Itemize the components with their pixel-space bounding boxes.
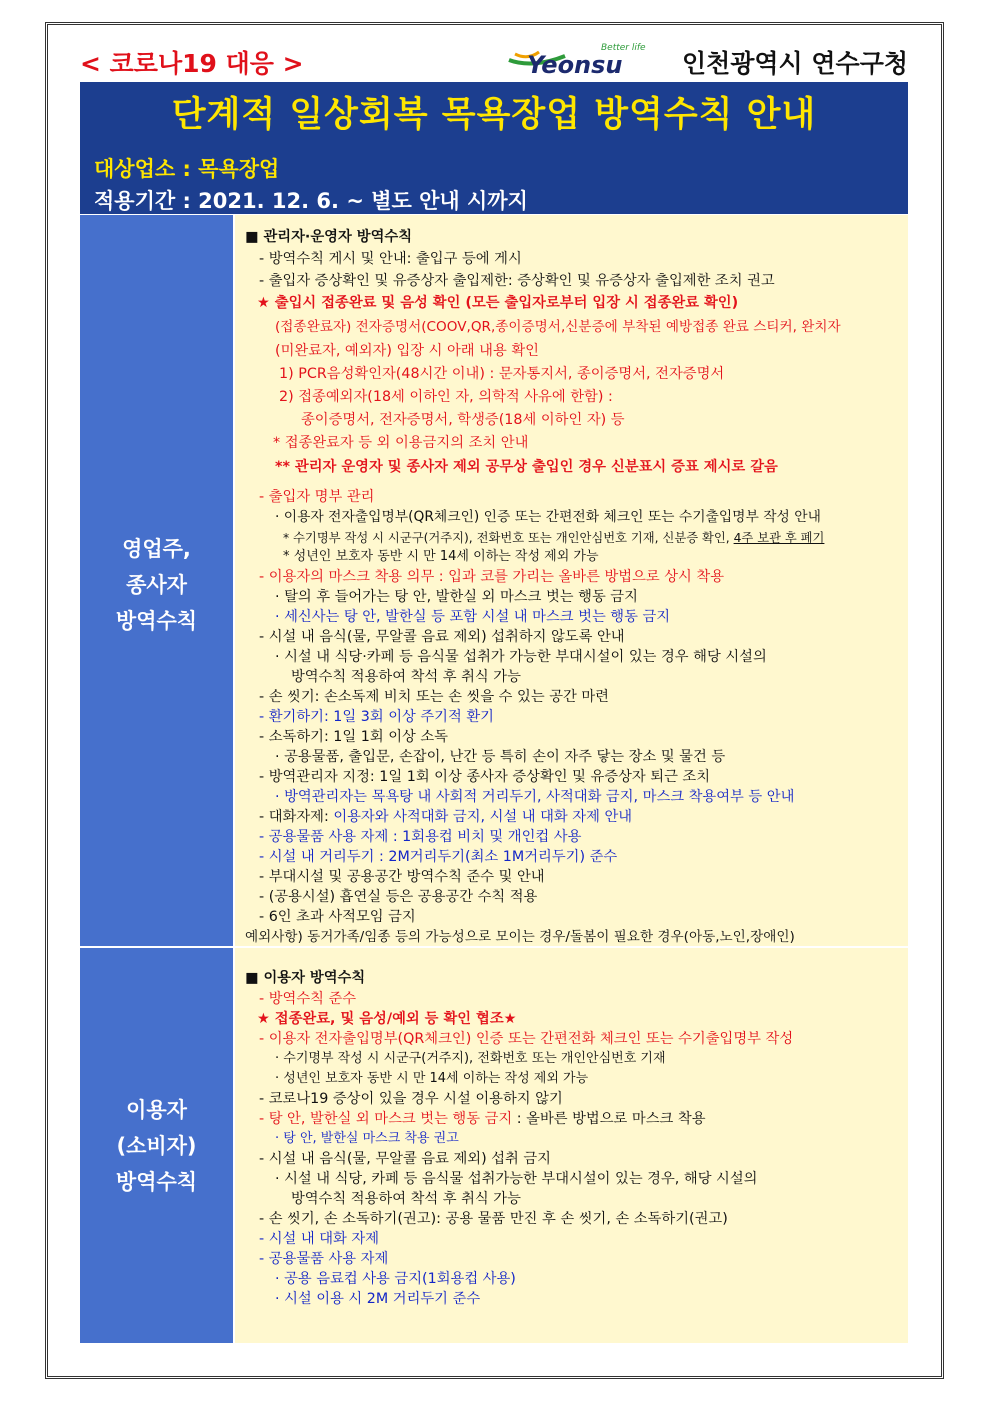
page-title: 단계적 일상회복 목욕장업 방역수칙 안내 bbox=[80, 82, 908, 148]
rule-item: · 세신사는 탕 안, 발한실 등 포함 시설 내 마스크 벗는 행동 금지 bbox=[275, 609, 671, 625]
rule-item bbox=[259, 807, 632, 827]
section-label-line: 방역수칙 bbox=[115, 1170, 198, 1194]
rule-item: · 시설 내 식당, 카페 등 음식물 섭취가능한 부대시설이 있는 경우, 해당 시설의 bbox=[275, 1171, 758, 1187]
rule-item: (접종완료자) 전자증명서(COOV,QR,종이증명서,신분증에 부착된 예방접종 완료 스티커, 완치자 bbox=[275, 319, 841, 335]
target-line bbox=[94, 153, 279, 183]
rule-item: · 시설 이용 시 2M 거리두기 준수 bbox=[275, 1291, 481, 1307]
rule-item: - 손 씻기: 손소독제 비치 또는 손 씻을 수 있는 공간 마련 bbox=[259, 689, 609, 705]
rule-item bbox=[283, 528, 824, 548]
section-label-line: 이용자 bbox=[126, 1098, 187, 1122]
rule-item: 방역수칙 적용하여 착석 후 취식 가능 bbox=[291, 669, 521, 685]
rule-item: 예외사항) 동거가족/임종 등의 가능성으로 모이는 경우/돌봄이 필요한 경우(아동,노인,장애인) bbox=[245, 929, 795, 945]
section-label-line: (소비자) bbox=[116, 1134, 197, 1158]
section-label-line: 영업주, bbox=[122, 537, 191, 561]
rule-item: ★ 접종완료, 및 음성/예외 등 확인 협조★ bbox=[257, 1011, 517, 1027]
yeonsu-logo-icon bbox=[505, 40, 670, 78]
rule-item: · 공용물품, 출입문, 손잡이, 난간 등 특히 손이 자주 닿는 장소 및 물건 등 bbox=[275, 749, 726, 765]
section-user-content bbox=[235, 948, 908, 1343]
rule-item: · 탕 안, 발한실 마스크 착용 권고 bbox=[275, 1131, 459, 1146]
logo-tagline: Better life bbox=[601, 43, 646, 53]
rule-item: · 공용 음료컵 사용 금지(1회용컵 사용) bbox=[275, 1271, 516, 1287]
section-heading: ■ 이용자 방역수칙 bbox=[245, 970, 366, 986]
rule-text: * 수기명부 작성 시 시군구(거주지), 전화번호 또는 개인안심번호 기재, 신분증 확인, bbox=[283, 531, 734, 545]
top-bar bbox=[80, 40, 908, 80]
rule-item: - 출입자 증상확인 및 유증상자 출입제한: 증상확인 및 유증상자 출입제한 조치 권고 bbox=[259, 273, 775, 289]
rule-item: - 환기하기: 1일 3회 이상 주기적 환기 bbox=[259, 709, 494, 725]
rule-text-red: - 탕 안, 발한실 외 마스크 벗는 행동 금지 bbox=[259, 1111, 513, 1127]
rule-item: 방역수칙 적용하여 착석 후 취식 가능 bbox=[291, 1191, 521, 1207]
rule-item bbox=[259, 1109, 706, 1129]
rule-item: * 성년인 보호자 동반 시 만 14세 이하는 작성 제외 가능 bbox=[283, 549, 599, 564]
rule-item: * 접종완료자 등 외 이용금지의 조치 안내 bbox=[273, 435, 529, 451]
section-owner-content bbox=[235, 215, 908, 946]
rule-item: 1) PCR음성확인자(48시간 이내) : 문자통지서, 종이증명서, 전자증명서 bbox=[279, 366, 725, 382]
rule-item: - 방역관리자 지정: 1일 1회 이상 종사자 증상확인 및 유증상자 퇴근 조치 bbox=[259, 769, 711, 785]
rule-item: - 6인 초과 사적모임 금지 bbox=[259, 909, 416, 925]
section-user-label bbox=[80, 948, 233, 1343]
target-label: 대상업소 : bbox=[94, 157, 199, 181]
rule-item: - 방역수칙 준수 bbox=[259, 991, 357, 1007]
period-label: 적용기간 : bbox=[94, 189, 199, 213]
section-label-line: 방역수칙 bbox=[115, 609, 198, 633]
rule-text: : 올바른 방법으로 마스크 착용 bbox=[512, 1111, 706, 1127]
rule-item: - 공용물품 사용 자제 : 1회용컵 비치 및 개인컵 사용 bbox=[259, 829, 582, 845]
rule-item: - 공용물품 사용 자제 bbox=[259, 1251, 389, 1267]
rule-item: - 방역수칙 게시 및 안내: 출입구 등에 게시 bbox=[259, 251, 522, 267]
rule-item: - 시설 내 음식(물, 무알콜 음료 제외) 섭취 금지 bbox=[259, 1151, 551, 1167]
rule-text-blue: 이용자와 사적대화 금지, 시설 내 대화 자제 안내 bbox=[333, 809, 633, 825]
rule-item: · 이용자 전자출입명부(QR체크인) 인증 또는 간편전화 체크인 또는 수기출입명부 작성 안내 bbox=[275, 509, 821, 525]
period-line bbox=[94, 185, 528, 215]
rule-item: 2) 접종예외자(18세 이하인 자, 의학적 사유에 한함) : bbox=[279, 389, 613, 405]
rule-item: (미완료자, 예외자) 입장 시 아래 내용 확인 bbox=[275, 343, 539, 359]
meta-band bbox=[80, 148, 908, 214]
rule-item: - 이용자의 마스크 착용 의무 : 입과 코를 가리는 올바른 방법으로 상시 착용 bbox=[259, 569, 725, 585]
rule-item: - 소독하기: 1일 1회 이상 소독 bbox=[259, 729, 448, 745]
rule-item: - 시설 내 거리두기 : 2M거리두기(최소 1M거리두기) 준수 bbox=[259, 849, 618, 865]
rule-item: · 성년인 보호자 동반 시 만 14세 이하는 작성 제외 가능 bbox=[275, 1071, 589, 1086]
rule-underlined-text: 4주 보관 후 폐기 bbox=[733, 531, 825, 545]
rule-item: - (공용시설) 흡연실 등은 공용공간 수칙 적용 bbox=[259, 889, 538, 905]
rule-item: ** 관리자 운영자 및 종사자 제외 공무상 출입인 경우 신분표시 증표 제시로 갈음 bbox=[275, 459, 778, 475]
rule-text: - 대화자제: bbox=[259, 809, 334, 825]
section-label-line: 종사자 bbox=[126, 573, 187, 597]
logo-wordmark: Yeonsu bbox=[527, 51, 623, 78]
rule-item: - 출입자 명부 관리 bbox=[259, 489, 375, 505]
target-value: 목욕장업 bbox=[198, 157, 280, 181]
rule-item: - 시설 내 음식(물, 무알콜 음료 제외) 섭취하지 않도록 안내 bbox=[259, 629, 625, 645]
rule-item: · 탈의 후 들어가는 탕 안, 발한실 외 마스크 벗는 행동 금지 bbox=[275, 589, 638, 605]
rule-item: · 방역관리자는 목욕탕 내 사회적 거리두기, 사적대화 금지, 마스크 착용여부 등 안내 bbox=[275, 789, 795, 805]
rule-item: - 손 씻기, 손 소독하기(권고): 공용 물품 만진 후 손 씻기, 손 소독하기(권고) bbox=[259, 1211, 728, 1227]
rule-item: · 시설 내 식당·카페 등 음식물 섭취가 가능한 부대시설이 있는 경우 해당 시설의 bbox=[275, 649, 767, 665]
rule-item: · 수기명부 작성 시 시군구(거주지), 전화번호 또는 개인안심번호 기재 bbox=[275, 1051, 666, 1066]
period-value: 2021. 12. 6. ~ 별도 안내 시까지 bbox=[198, 189, 528, 213]
rule-item: - 코로나19 증상이 있을 경우 시설 이용하지 않기 bbox=[259, 1091, 563, 1107]
section-heading: ■ 관리자·운영자 방역수칙 bbox=[245, 229, 413, 245]
section-owner-label bbox=[80, 215, 233, 946]
rule-item: - 부대시설 및 공용공간 방역수칙 준수 및 안내 bbox=[259, 869, 545, 885]
rule-item: - 이용자 전자출입명부(QR체크인) 인증 또는 간편전화 체크인 또는 수기출입명부 작성 bbox=[259, 1031, 794, 1047]
corona-response-tag: < 코로나19 대응 > bbox=[80, 49, 304, 78]
rule-item: ★ 출입시 접종완료 및 음성 확인 (모든 출입자로부터 입장 시 접종완료 확인) bbox=[257, 295, 739, 311]
organization-name: 인천광역시 연수구청 bbox=[681, 49, 908, 78]
rule-item: - 시설 내 대화 자제 bbox=[259, 1231, 380, 1247]
rule-item: 종이증명서, 전자증명서, 학생증(18세 이하인 자) 등 bbox=[301, 412, 625, 428]
